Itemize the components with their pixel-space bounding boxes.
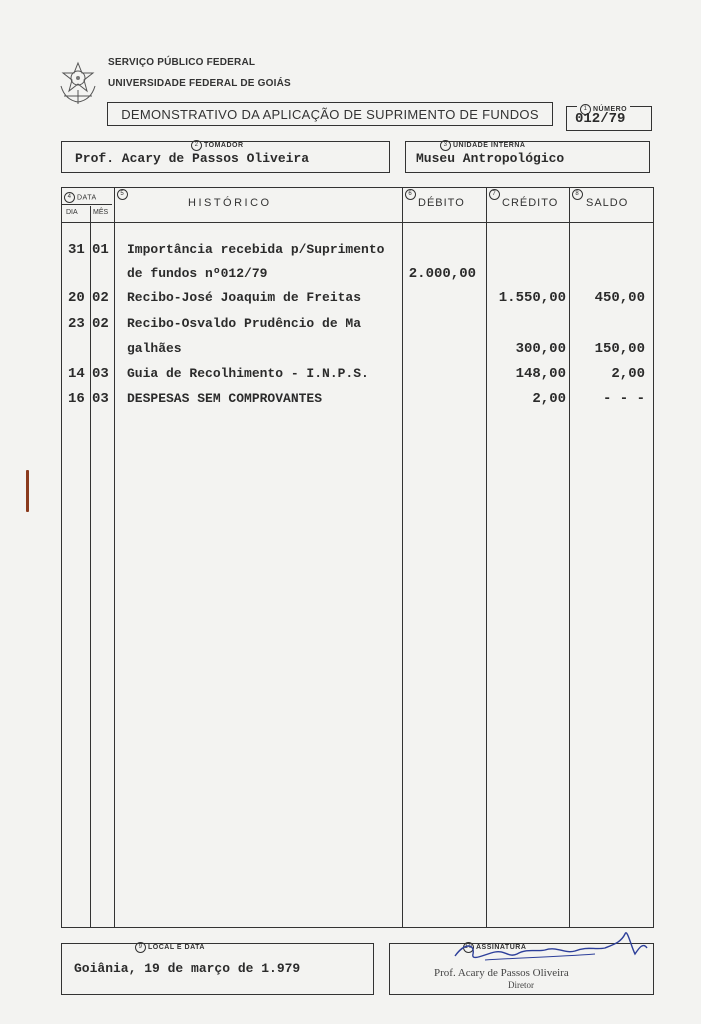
row-mes: 01 bbox=[92, 242, 109, 258]
table-row bbox=[62, 341, 655, 365]
assinatura-index: 10 bbox=[463, 942, 474, 953]
signatory-role: Diretor bbox=[508, 980, 534, 990]
row-historico: Guia de Recolhimento - I.N.P.S. bbox=[127, 366, 369, 381]
numero-index: 1 bbox=[580, 104, 591, 115]
data-header bbox=[64, 192, 97, 203]
credito-header: CRÉDITO bbox=[502, 197, 559, 209]
row-historico: galhães bbox=[127, 341, 182, 356]
row-dia: 23 bbox=[68, 316, 85, 332]
row-historico: de fundos nº012/79 bbox=[127, 266, 268, 281]
tomador-value: Prof. Acary de Passos Oliveira bbox=[75, 151, 310, 166]
row-historico: DESPESAS SEM COMPROVANTES bbox=[127, 391, 323, 406]
assinatura-label-text: ASSINATURA bbox=[476, 944, 527, 951]
row-mes: 02 bbox=[92, 290, 109, 306]
table-row bbox=[62, 366, 655, 390]
row-credito: 2,00 bbox=[532, 391, 566, 407]
mes-header: MÊS bbox=[93, 209, 109, 216]
row-saldo: 150,00 bbox=[594, 341, 645, 357]
dia-header: DIA bbox=[66, 209, 78, 216]
tomador-index: 2 bbox=[191, 140, 202, 151]
row-credito: 148,00 bbox=[515, 366, 566, 382]
unidade-label bbox=[437, 142, 528, 149]
row-historico: Recibo-José Joaquim de Freitas bbox=[127, 290, 362, 305]
document-title: DEMONSTRATIVO DA APLICAÇÃO DE SUPRIMENTO DE FUNDOS bbox=[121, 107, 539, 122]
document-title-box bbox=[107, 102, 553, 126]
local-data-value: Goiânia, 19 de março de 1.979 bbox=[74, 961, 301, 976]
credito-index bbox=[489, 189, 502, 200]
unidade-label-text: UNIDADE INTERNA bbox=[453, 142, 526, 149]
header-university-line: UNIVERSIDADE FEDERAL DE GOIÁS bbox=[108, 78, 291, 89]
credito-index-circle: 7 bbox=[489, 189, 500, 200]
row-dia: 14 bbox=[68, 366, 85, 382]
unidade-value: Museu Antropológico bbox=[416, 151, 565, 166]
debito-header: DÉBITO bbox=[418, 197, 465, 209]
tomador-box bbox=[61, 141, 390, 173]
debito-index-circle: 6 bbox=[405, 189, 416, 200]
row-mes: 02 bbox=[92, 316, 109, 332]
numero-label-text: NÚMERO bbox=[593, 106, 628, 113]
historico-header: HISTÓRICO bbox=[188, 197, 272, 209]
local-data-label bbox=[132, 944, 208, 951]
row-credito: 1.550,00 bbox=[498, 290, 566, 306]
local-data-box bbox=[61, 943, 374, 995]
tomador-label-text: TOMADOR bbox=[204, 142, 244, 149]
row-dia: 31 bbox=[68, 242, 85, 258]
row-saldo: 450,00 bbox=[594, 290, 645, 306]
saldo-index-circle: 8 bbox=[572, 189, 583, 200]
saldo-index bbox=[572, 189, 585, 200]
table-row bbox=[62, 391, 655, 415]
header-bottom-line bbox=[62, 222, 653, 223]
row-dia: 20 bbox=[68, 290, 85, 306]
row-debito: 2.000,00 bbox=[408, 266, 476, 282]
coat-of-arms-icon bbox=[55, 60, 101, 106]
table-row bbox=[62, 290, 655, 314]
local-data-label-text: LOCAL E DATA bbox=[148, 944, 205, 951]
row-saldo: 2,00 bbox=[611, 366, 645, 382]
ledger-table bbox=[61, 187, 654, 928]
local-data-index: 9 bbox=[135, 942, 146, 953]
data-index: 4 bbox=[64, 192, 75, 203]
table-row bbox=[62, 266, 655, 290]
saldo-header: SALDO bbox=[586, 197, 629, 209]
row-historico: Recibo-Osvaldo Prudêncio de Ma bbox=[127, 316, 362, 331]
assinatura-box bbox=[389, 943, 654, 995]
margin-mark bbox=[26, 470, 29, 512]
row-mes: 03 bbox=[92, 391, 109, 407]
table-row bbox=[62, 242, 655, 266]
row-credito: 300,00 bbox=[515, 341, 566, 357]
col-divider-dia bbox=[90, 206, 91, 927]
table-row bbox=[62, 316, 655, 340]
unidade-box bbox=[405, 141, 650, 173]
signatory-name: Prof. Acary de Passos Oliveira bbox=[434, 967, 569, 979]
historico-index bbox=[117, 189, 130, 200]
header-service-line: SERVIÇO PÚBLICO FEDERAL bbox=[108, 57, 256, 68]
numero-box bbox=[566, 106, 652, 131]
unidade-index: 3 bbox=[440, 140, 451, 151]
numero-value: 012/79 bbox=[575, 111, 626, 127]
row-dia: 16 bbox=[68, 391, 85, 407]
row-saldo: - - - bbox=[602, 391, 645, 407]
tomador-label bbox=[188, 142, 247, 149]
row-mes: 03 bbox=[92, 366, 109, 382]
row-historico: Importância recebida p/Suprimento bbox=[127, 242, 385, 257]
debito-index bbox=[405, 189, 418, 200]
data-subheader-line bbox=[62, 204, 112, 205]
historico-index-circle: 5 bbox=[117, 189, 128, 200]
data-header-text: DATA bbox=[77, 194, 97, 202]
